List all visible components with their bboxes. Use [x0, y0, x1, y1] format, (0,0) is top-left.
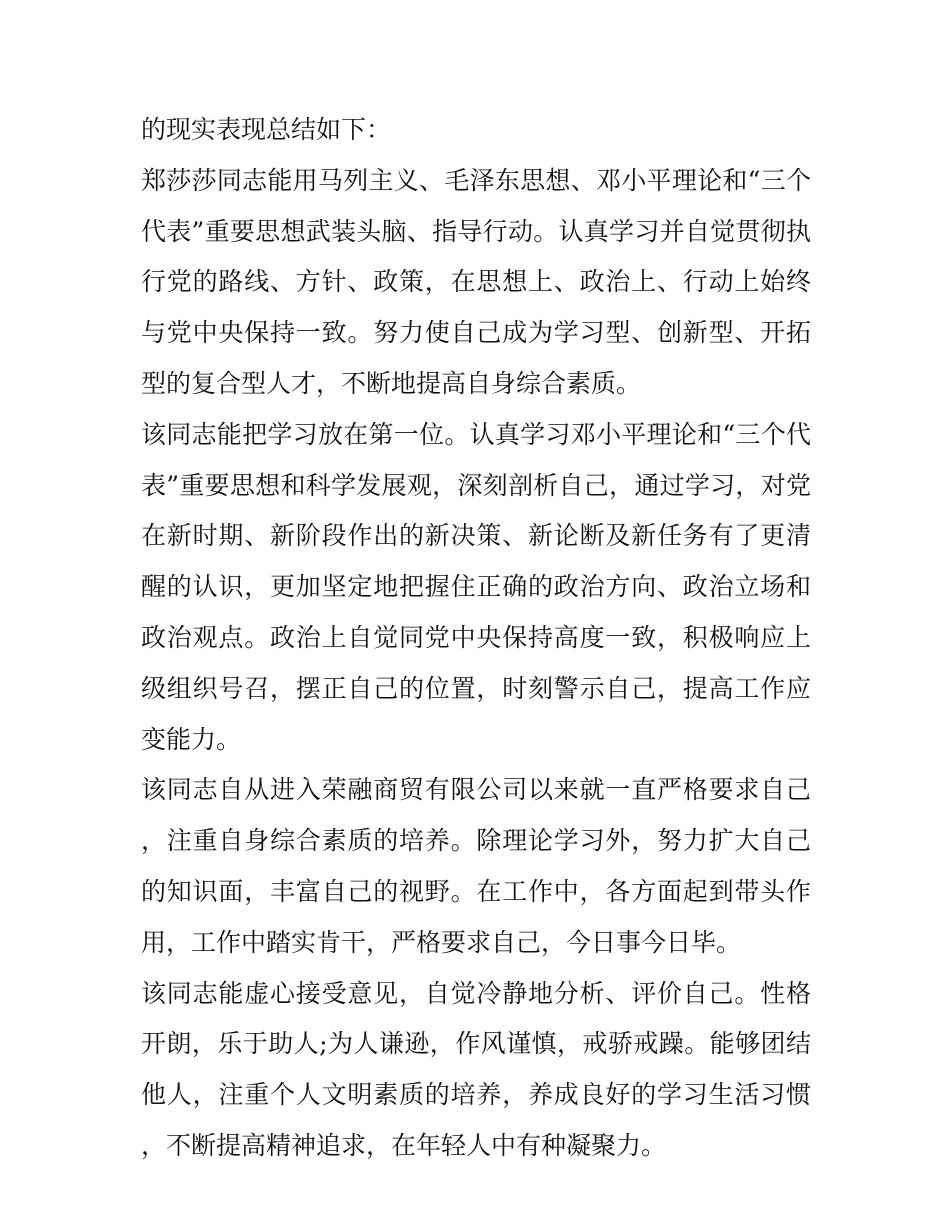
paragraph-study: 该同志能把学习放在第一位。认真学习邓小平理论和“三个代表”重要思想和科学发展观，深刻剖析自己，通过学习，对党在新时期、新阶段作出的新决策、新论断及新任务有了更清醒的认识，更加坚定地把握住正确的政治方向、政治立场和政治观点。政治上自觉同党中央保持高度一致，积极响应上级组织号召，摆正自己的位置，时刻警示自己，提高工作应变能力。	[141, 419, 811, 754]
paragraph-intro: 的现实表现总结如下：	[141, 115, 392, 144]
document-body	[141, 105, 811, 1172]
paragraph-work: 该同志自从进入荣融商贸有限公司以来就一直严格要求自己，注重自身综合素质的培养。除理论学习外，努力扩大自己的知识面，丰富自己的视野。在工作中，各方面起到带头作用，工作中踏实肯干，严格要求自己，今日事今日毕。	[141, 775, 811, 957]
paragraph-character: 该同志能虚心接受意见，自觉冷静地分析、评价自己。性格开朗，乐于助人;为人谦逊，作风谨慎，戒骄戒躁。能够团结他人，注重个人文明素质的培养，养成良好的学习生活习惯，不断提高精神追求，在年轻人中有种凝聚力。	[141, 978, 811, 1160]
paragraph-ideology: 郑莎莎同志能用马列主义、毛泽东思想、邓小平理论和“三个代表”重要思想武装头脑、指导行动。认真学习并自觉贯彻执行党的路线、方针、政策，在思想上、政治上、行动上始终与党中央保持一致。努力使自己成为学习型、创新型、开拓型的复合型人才，不断地提高自身综合素质。	[141, 165, 811, 398]
